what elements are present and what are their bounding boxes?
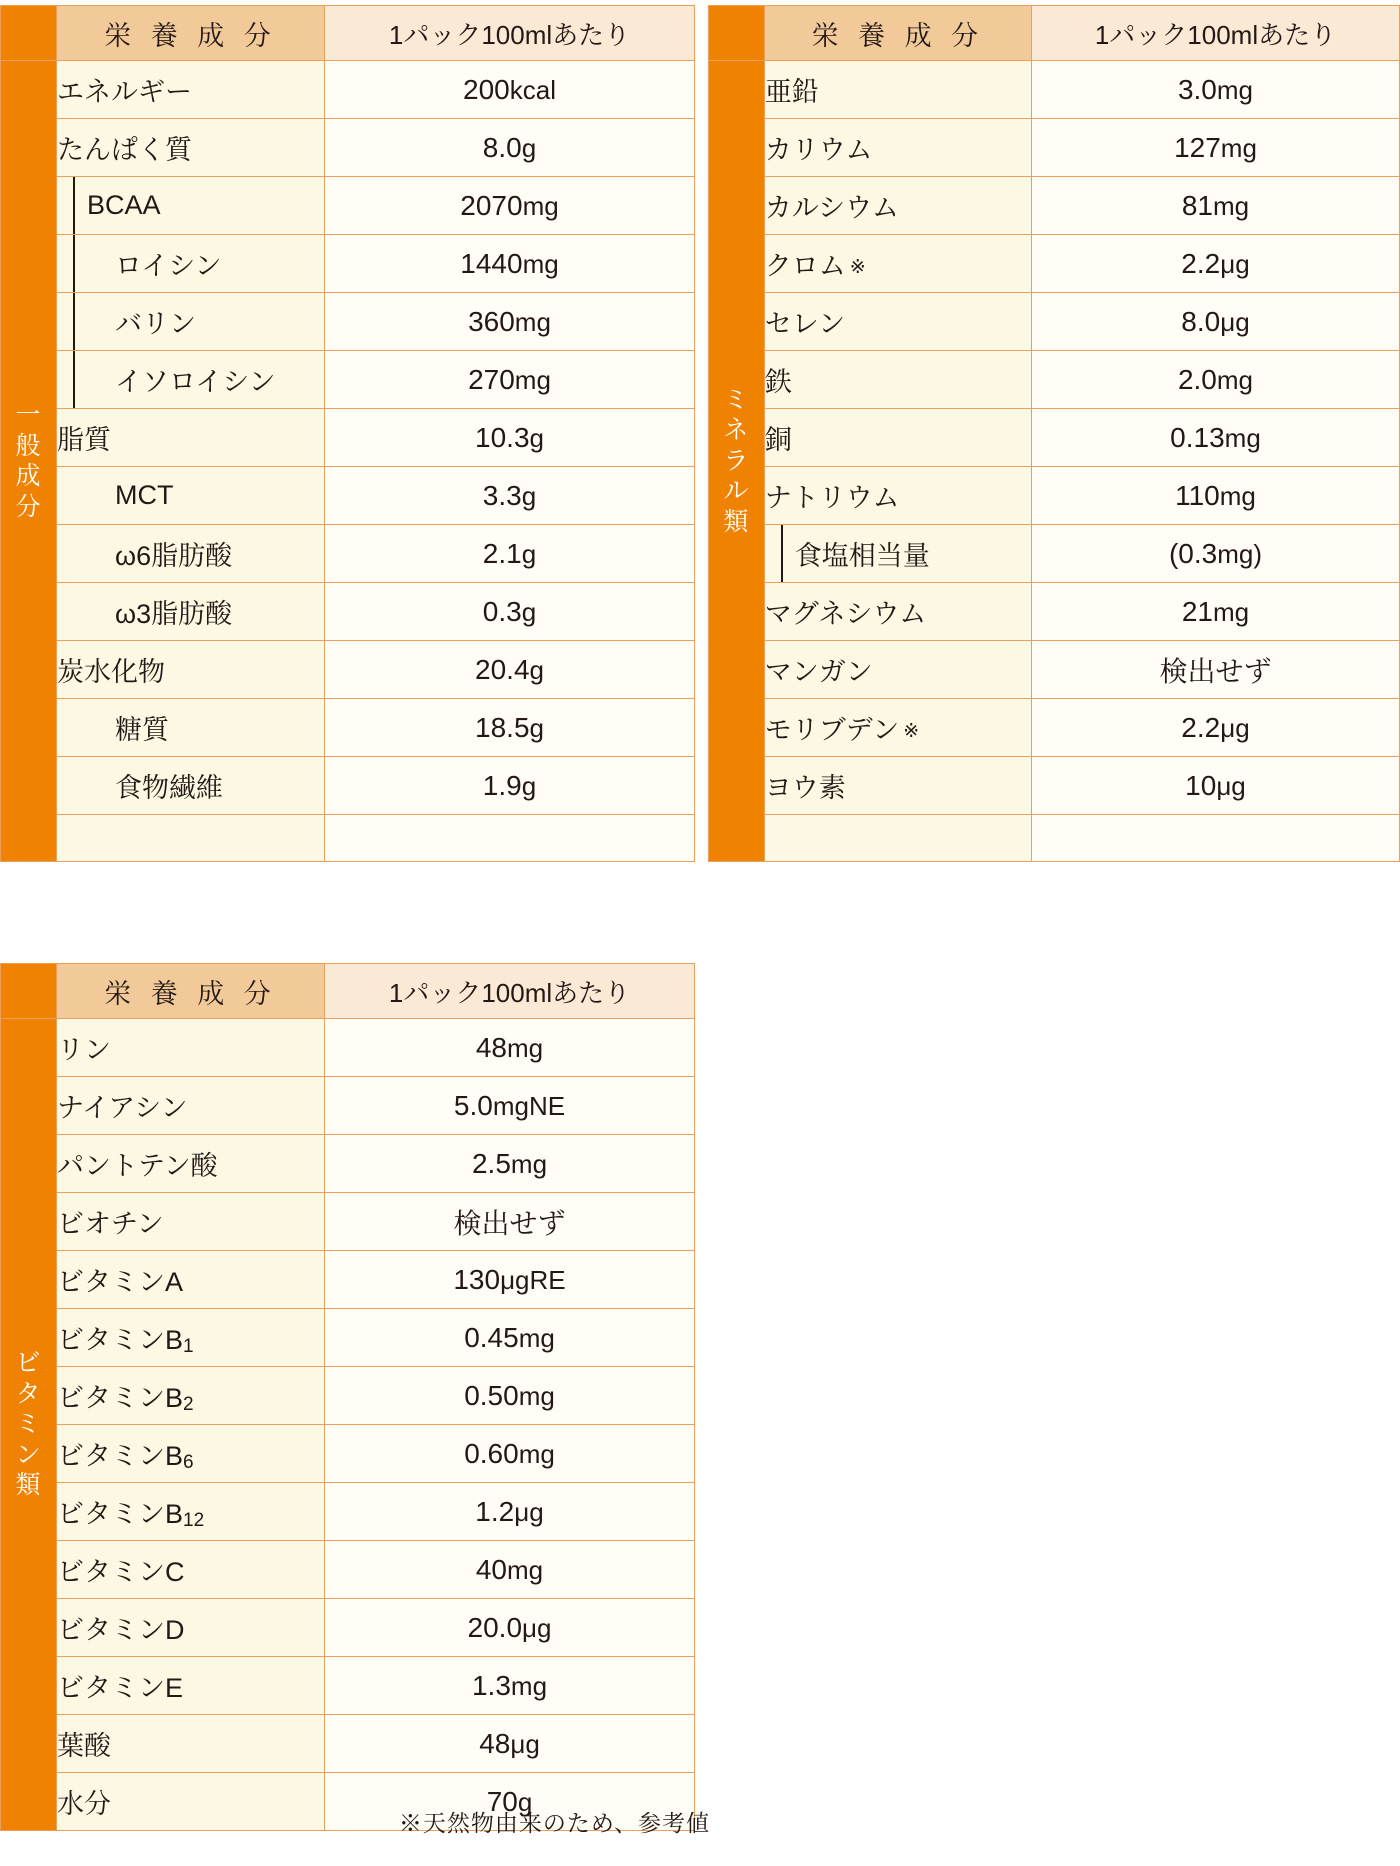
row-value-number: 10.3 bbox=[475, 421, 530, 453]
row-value bbox=[1031, 583, 1399, 641]
general-table-body bbox=[1, 6, 695, 862]
row-value bbox=[325, 1251, 695, 1309]
row-name-text: 食塩相当量 bbox=[794, 541, 930, 571]
row-value bbox=[325, 1425, 695, 1483]
table-row bbox=[1, 1425, 695, 1483]
row-value-number: 0.50 bbox=[464, 1379, 519, 1411]
row-name: ビオチン bbox=[57, 1193, 325, 1251]
row-name: MCT bbox=[57, 467, 325, 525]
table-row bbox=[1, 293, 695, 351]
row-name: 炭水化物 bbox=[57, 641, 325, 699]
table-row bbox=[709, 467, 1400, 525]
row-name-text: イソロイシン bbox=[115, 367, 276, 397]
row-value-number: 1.3 bbox=[471, 1669, 511, 1701]
row-name: エネルギー bbox=[57, 61, 325, 119]
row-name: ナトリウム bbox=[764, 467, 1031, 525]
row-value-number: 検出せず bbox=[1159, 655, 1272, 687]
row-name: リン bbox=[57, 1019, 325, 1077]
row-value-number: 2.0 bbox=[1177, 363, 1217, 395]
mineral-table bbox=[708, 5, 1400, 862]
row-value-unit: mg bbox=[522, 190, 559, 221]
row-name bbox=[57, 1367, 325, 1425]
row-value-unit: g bbox=[529, 654, 544, 685]
row-name: たんぱく質 bbox=[57, 119, 325, 177]
row-value bbox=[325, 1193, 695, 1251]
row-name-subscript: 1 bbox=[183, 1335, 194, 1357]
row-value-number: 2.2 bbox=[1181, 247, 1221, 279]
row-name bbox=[764, 235, 1031, 293]
vitamin-group-label-text: ビ タ ミ ン 類 bbox=[15, 1349, 42, 1500]
row-value bbox=[325, 467, 695, 525]
table-row bbox=[709, 409, 1400, 467]
table-row bbox=[709, 699, 1400, 757]
row-value-number: 5.0 bbox=[453, 1089, 493, 1121]
table-row bbox=[1, 641, 695, 699]
mineral-header-amount: 1パック100mlあたり bbox=[1031, 6, 1399, 61]
table-row bbox=[1, 1309, 695, 1367]
row-value-number: 0.60 bbox=[464, 1437, 519, 1469]
row-value-number: 1.2 bbox=[475, 1495, 515, 1527]
bracket-decoration bbox=[73, 351, 75, 408]
table-row bbox=[1, 177, 695, 235]
row-value bbox=[325, 699, 695, 757]
row-value-unit: μg bbox=[514, 1496, 544, 1527]
row-name-text: ビタミンB bbox=[57, 1324, 184, 1355]
table-row bbox=[1, 235, 695, 293]
row-value bbox=[1031, 525, 1399, 583]
table-row bbox=[1, 525, 695, 583]
general-header-amount: 1パック100mlあたり bbox=[325, 6, 695, 61]
row-value bbox=[325, 1657, 695, 1715]
row-value-number: 10 bbox=[1185, 769, 1217, 801]
table-row bbox=[1, 1483, 695, 1541]
row-value-number: 0.13 bbox=[1170, 421, 1225, 453]
row-name: ビタミンD bbox=[57, 1599, 325, 1657]
table-row bbox=[1, 1715, 695, 1773]
row-value-number: 48 bbox=[479, 1727, 511, 1759]
row-value-unit: mg bbox=[1219, 480, 1256, 511]
row-value-unit: g bbox=[521, 480, 537, 511]
row-value bbox=[1031, 351, 1399, 409]
spacer-name-cell bbox=[764, 815, 1031, 862]
vitamin-header-nutrient: 栄 養 成 分 bbox=[57, 964, 325, 1019]
general-header-row bbox=[1, 6, 695, 61]
row-value bbox=[325, 1483, 695, 1541]
general-header-corner bbox=[1, 6, 57, 61]
table-row bbox=[1, 1019, 695, 1077]
row-value bbox=[325, 293, 695, 351]
table-row bbox=[709, 351, 1400, 409]
row-value-unit: mg bbox=[510, 1670, 548, 1701]
row-value-number: 2.2 bbox=[1181, 711, 1221, 743]
table-row bbox=[1, 1135, 695, 1193]
spacer-value-cell bbox=[325, 815, 695, 862]
row-value-unit: mg bbox=[1224, 422, 1261, 453]
row-name-subscript: 12 bbox=[183, 1509, 205, 1531]
row-name: ω3脂肪酸 bbox=[57, 583, 325, 641]
row-name: ビタミンE bbox=[57, 1657, 325, 1715]
row-name: ナイアシン bbox=[57, 1077, 325, 1135]
general-group-label-text: 一 般 成 分 bbox=[15, 401, 42, 521]
row-value-unit: mg bbox=[1216, 74, 1254, 105]
row-value-unit: mg bbox=[1216, 364, 1254, 395]
vitamin-table bbox=[0, 963, 695, 1831]
vitamin-header-row bbox=[1, 964, 695, 1019]
row-name-subscript: 6 bbox=[183, 1451, 194, 1473]
row-name: マンガン bbox=[764, 641, 1031, 699]
row-name: ヨウ素 bbox=[764, 757, 1031, 815]
mineral-header-row bbox=[709, 6, 1400, 61]
row-value-unit: g bbox=[529, 422, 544, 453]
row-name bbox=[57, 1309, 325, 1367]
row-value-number: 48 bbox=[475, 1031, 508, 1063]
row-name-bcaa bbox=[57, 177, 325, 235]
row-name: 葉酸 bbox=[57, 1715, 325, 1773]
table-row bbox=[1, 1599, 695, 1657]
row-name: 銅 bbox=[764, 409, 1031, 467]
row-value-unit: μg bbox=[510, 1728, 540, 1759]
row-name: カルシウム bbox=[764, 177, 1031, 235]
row-name bbox=[57, 351, 325, 409]
table-row bbox=[709, 119, 1400, 177]
row-value-unit: mg bbox=[522, 248, 559, 279]
row-value-number: (0.3 bbox=[1168, 537, 1218, 569]
row-name bbox=[57, 293, 325, 351]
table-row bbox=[1, 467, 695, 525]
table-row bbox=[1, 699, 695, 757]
row-value-unit: g bbox=[517, 1786, 533, 1817]
row-name-text: クロム bbox=[764, 251, 846, 281]
bracket-decoration bbox=[73, 177, 75, 234]
row-name-text: ビタミンB bbox=[57, 1382, 184, 1413]
row-value bbox=[325, 1077, 695, 1135]
row-value-unit: μg bbox=[1220, 712, 1250, 743]
mineral-group-label-text: ミ ネ ラ ル 類 bbox=[723, 385, 750, 536]
mineral-header-nutrient: 栄 養 成 分 bbox=[764, 6, 1031, 61]
row-value-number: 21 bbox=[1181, 595, 1213, 627]
row-value bbox=[325, 757, 695, 815]
row-value-number: 270 bbox=[468, 363, 515, 395]
table-row bbox=[1, 1077, 695, 1135]
row-name-text: バリン bbox=[115, 309, 196, 339]
table-row bbox=[1, 757, 695, 815]
row-value bbox=[1031, 293, 1399, 351]
row-value-unit: g bbox=[521, 770, 537, 801]
row-value-unit: g bbox=[529, 712, 544, 743]
general-composition-table bbox=[0, 5, 695, 862]
table-row bbox=[709, 61, 1400, 119]
row-value-number: 1440 bbox=[460, 247, 523, 279]
row-value bbox=[325, 1309, 695, 1367]
row-value-unit: g bbox=[521, 538, 537, 569]
table-row bbox=[1, 1367, 695, 1425]
row-value bbox=[1031, 177, 1399, 235]
row-value bbox=[325, 1135, 695, 1193]
row-value-number: 70 bbox=[486, 1785, 518, 1817]
row-name bbox=[57, 1483, 325, 1541]
general-header-nutrient: 栄 養 成 分 bbox=[57, 6, 325, 61]
row-value-unit: mg bbox=[514, 364, 551, 395]
row-value bbox=[325, 1541, 695, 1599]
vitamin-header-amount: 1パック100mlあたり bbox=[325, 964, 695, 1019]
bracket-decoration bbox=[73, 293, 75, 350]
row-value-unit: mg bbox=[518, 1322, 555, 1353]
row-value-number: 20.4 bbox=[475, 653, 530, 685]
row-value-number: 0.3 bbox=[482, 595, 522, 627]
row-value bbox=[325, 409, 695, 467]
table-row bbox=[709, 293, 1400, 351]
row-value bbox=[325, 1599, 695, 1657]
bracket-decoration bbox=[781, 525, 783, 582]
row-name: ω6脂肪酸 bbox=[57, 525, 325, 583]
row-value-number: 3.0 bbox=[1177, 73, 1217, 105]
row-value-number: 110 bbox=[1175, 479, 1220, 511]
table-row bbox=[1, 1193, 695, 1251]
row-value-unit: mg bbox=[1213, 596, 1250, 627]
row-value bbox=[1031, 409, 1399, 467]
table-row bbox=[1, 583, 695, 641]
row-value-number: 200 bbox=[463, 73, 510, 105]
row-value-number: 127 bbox=[1174, 131, 1221, 163]
row-value-unit: μg bbox=[1220, 306, 1250, 337]
reference-note-mark: ※ bbox=[849, 257, 866, 278]
row-name-text: ビタミンB bbox=[57, 1440, 184, 1471]
row-value bbox=[325, 641, 695, 699]
table-row bbox=[709, 177, 1400, 235]
row-name: ビタミンA bbox=[57, 1251, 325, 1309]
row-value-unit: mg bbox=[507, 1032, 544, 1063]
vitamin-group-label bbox=[1, 1019, 57, 1831]
row-value bbox=[1031, 467, 1399, 525]
row-value bbox=[325, 235, 695, 293]
row-value-number: 360 bbox=[468, 305, 515, 337]
general-spacer-row bbox=[1, 815, 695, 862]
row-value-number: 81 bbox=[1181, 189, 1213, 221]
table-row bbox=[709, 235, 1400, 293]
mineral-spacer-row bbox=[709, 815, 1400, 862]
row-value-unit: mg) bbox=[1217, 538, 1262, 569]
row-name: パントテン酸 bbox=[57, 1135, 325, 1193]
row-name bbox=[57, 1425, 325, 1483]
row-value bbox=[1031, 699, 1399, 757]
row-value bbox=[325, 1367, 695, 1425]
mineral-header-corner bbox=[709, 6, 765, 61]
row-name: 食物繊維 bbox=[57, 757, 325, 815]
mineral-group-label bbox=[709, 61, 765, 862]
row-value-unit: μg bbox=[522, 1612, 552, 1643]
row-value-unit: mg bbox=[518, 1380, 555, 1411]
row-name bbox=[57, 235, 325, 293]
row-name bbox=[764, 525, 1031, 583]
row-name: 糖質 bbox=[57, 699, 325, 757]
row-value bbox=[1031, 757, 1399, 815]
row-name: セレン bbox=[764, 293, 1031, 351]
row-value-number: 検出せず bbox=[453, 1207, 566, 1239]
row-value bbox=[325, 583, 695, 641]
row-value-number: 130 bbox=[453, 1263, 501, 1295]
row-name: 亜鉛 bbox=[764, 61, 1031, 119]
footnote: ※天然物由来のため、参考値 bbox=[398, 1810, 710, 1836]
row-value bbox=[325, 177, 695, 235]
table-row bbox=[1, 61, 695, 119]
row-value bbox=[325, 1019, 695, 1077]
row-value-unit: g bbox=[521, 596, 537, 627]
row-value bbox=[325, 61, 695, 119]
row-value-unit: kcal bbox=[509, 74, 556, 105]
row-value-unit: mg bbox=[514, 306, 551, 337]
row-value-number: 8.0 bbox=[482, 131, 522, 163]
row-name-text: モリブデン bbox=[764, 715, 900, 745]
row-name: 水分 bbox=[57, 1773, 325, 1831]
row-value-unit: mg bbox=[1220, 132, 1257, 163]
row-name-text: ロイシン bbox=[115, 251, 222, 281]
mineral-table-body bbox=[709, 6, 1400, 862]
row-value-number: 20.0 bbox=[467, 1611, 523, 1643]
row-name: 脂質 bbox=[57, 409, 325, 467]
spacer-name-cell bbox=[57, 815, 325, 862]
row-name bbox=[764, 699, 1031, 757]
table-row bbox=[1, 119, 695, 177]
row-value-number: 1.9 bbox=[482, 769, 522, 801]
table-row bbox=[709, 757, 1400, 815]
vitamin-header-corner bbox=[1, 964, 57, 1019]
bracket-decoration bbox=[73, 235, 75, 292]
row-value-unit: mgNE bbox=[492, 1090, 566, 1121]
row-value bbox=[1031, 61, 1399, 119]
table-row bbox=[1, 1251, 695, 1309]
row-value-number: 2070 bbox=[460, 189, 523, 221]
row-value-unit: mg bbox=[510, 1148, 548, 1179]
row-name-text: ビタミンB bbox=[57, 1498, 184, 1529]
row-value-number: 40 bbox=[475, 1553, 508, 1585]
table-row bbox=[709, 583, 1400, 641]
table-row bbox=[1, 1541, 695, 1599]
row-value bbox=[325, 351, 695, 409]
row-value bbox=[325, 525, 695, 583]
row-value-number: 2.5 bbox=[471, 1147, 511, 1179]
row-value-unit: μgRE bbox=[500, 1264, 566, 1295]
row-value bbox=[325, 1715, 695, 1773]
row-value-unit: mg bbox=[518, 1438, 555, 1469]
row-value bbox=[1031, 235, 1399, 293]
spacer-value-cell bbox=[1031, 815, 1399, 862]
row-name: カリウム bbox=[764, 119, 1031, 177]
row-value-unit: μg bbox=[1220, 248, 1250, 279]
row-value-unit: g bbox=[521, 132, 537, 163]
row-value-number: 2.1 bbox=[482, 537, 522, 569]
row-value bbox=[1031, 641, 1399, 699]
row-name: 鉄 bbox=[764, 351, 1031, 409]
table-row bbox=[1, 351, 695, 409]
row-name: マグネシウム bbox=[764, 583, 1031, 641]
row-value-number: 0.45 bbox=[464, 1321, 519, 1353]
row-name: ビタミンC bbox=[57, 1541, 325, 1599]
row-name-subscript: 2 bbox=[183, 1393, 194, 1415]
general-group-label bbox=[1, 61, 57, 862]
row-value-number: 8.0 bbox=[1181, 305, 1221, 337]
table-row bbox=[709, 525, 1400, 583]
row-value-number: 18.5 bbox=[475, 711, 530, 743]
row-value-unit: mg bbox=[1213, 190, 1250, 221]
table-row bbox=[1, 409, 695, 467]
row-value-unit: mg bbox=[507, 1554, 544, 1585]
table-row bbox=[1, 1657, 695, 1715]
row-value-number: 3.3 bbox=[482, 479, 522, 511]
row-value bbox=[325, 119, 695, 177]
table-row bbox=[709, 641, 1400, 699]
vitamin-table-body bbox=[1, 964, 695, 1831]
row-name-text: BCAA bbox=[87, 190, 161, 220]
reference-note-mark: ※ bbox=[903, 721, 920, 742]
row-value-unit: μg bbox=[1216, 770, 1246, 801]
row-value bbox=[1031, 119, 1399, 177]
